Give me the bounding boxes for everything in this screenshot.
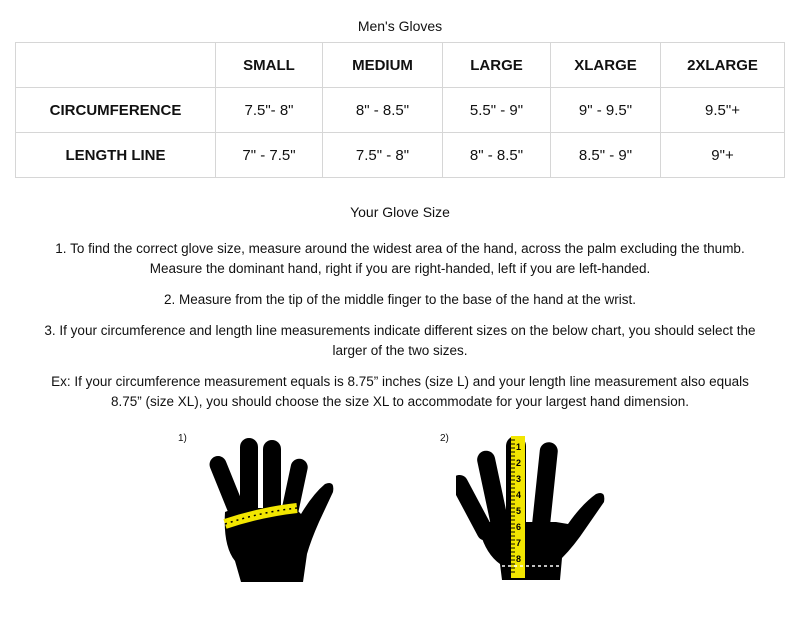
table-cell: 7.5"- 8" (216, 88, 323, 133)
glove-circumference-icon (195, 436, 335, 588)
tape-number: 8 (516, 554, 522, 564)
figure-label-1: 1) (178, 433, 187, 444)
instruction-step-1 (20, 239, 780, 279)
instruction-text: 1. To find the correct glove size, measure around the widest area of the hand, across the palm excluding the thumb. (55, 241, 745, 256)
table-row (16, 88, 785, 133)
table-cell: 8" - 8.5" (443, 133, 551, 178)
instruction-text: 8.75” (size XL), you should choose the size XL to accommodate for your largest hand dimension. (110, 394, 690, 409)
instruction-text: 3. If your circumference and length line measurements indicate different sizes on the below chart, you should select the (44, 323, 756, 338)
instruction-step-2: 2. Measure from the tip of the middle finger to the base of the hand at the wrist. (163, 292, 636, 307)
table-cell: 8.5" - 9" (551, 133, 661, 178)
table-header-empty (16, 43, 216, 88)
tape-number: 4 (516, 490, 522, 500)
instruction-step-3 (20, 321, 780, 361)
table-header-xlarge: XLARGE (551, 43, 661, 88)
table-row (16, 133, 785, 178)
table-cell: 7.5" - 8" (323, 133, 443, 178)
row-label-circumference: CIRCUMFERENCE (16, 88, 216, 133)
tape-number: 3 (516, 474, 522, 484)
table-cell: 9"+ (661, 133, 785, 178)
instruction-text: Measure the dominant hand, right if you are right-handed, left if you are left-handed. (149, 261, 651, 276)
tape-number: 5 (516, 506, 522, 516)
size-chart-table (15, 42, 785, 178)
instruction-example (20, 372, 780, 412)
section-subtitle: Your Glove Size (350, 204, 450, 220)
table-cell: 9.5"+ (661, 88, 785, 133)
tape-number: 2 (516, 458, 522, 468)
table-header-2xlarge: 2XLARGE (661, 43, 785, 88)
table-cell: 7" - 7.5" (216, 133, 323, 178)
table-cell: 9" - 9.5" (551, 88, 661, 133)
table-header-medium: MEDIUM (323, 43, 443, 88)
instruction-text: Ex: If your circumference measurement equals is 8.75” inches (size L) and your length line measurement also equals (51, 374, 749, 389)
table-header-row (16, 43, 785, 88)
table-header-large: LARGE (443, 43, 551, 88)
page-title: Men's Gloves (357, 18, 443, 34)
table-cell: 5.5" - 9" (443, 88, 551, 133)
table-cell: 8" - 8.5" (323, 88, 443, 133)
table-header-small: SMALL (216, 43, 323, 88)
instruction-text: larger of the two sizes. (332, 343, 468, 358)
glove-length-icon (456, 432, 606, 584)
figure-label-2: 2) (440, 433, 449, 444)
tape-number: 7 (516, 538, 522, 548)
tape-number: 1 (516, 442, 522, 452)
row-label-length-line: LENGTH LINE (16, 133, 216, 178)
tape-number: 6 (516, 522, 522, 532)
